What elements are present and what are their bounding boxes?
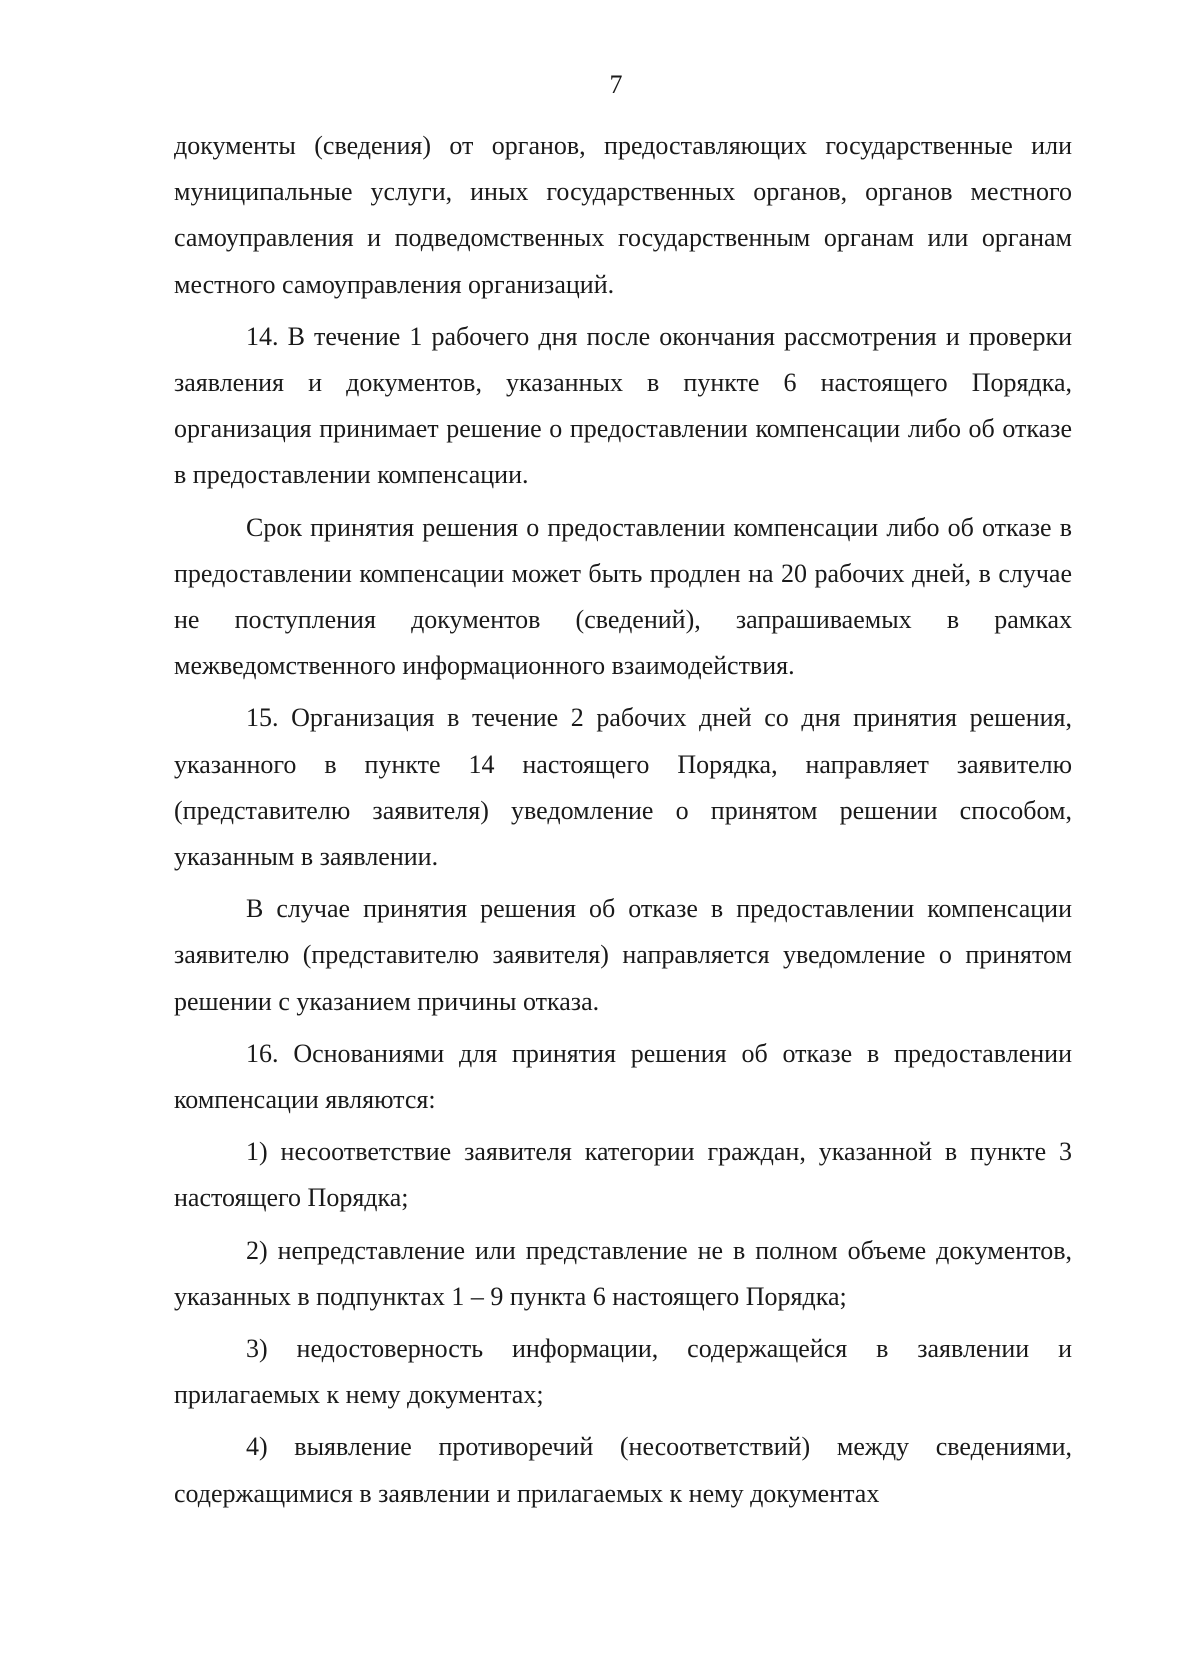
paragraph-1: документы (сведения) от органов, предоставляющих государственные или муниципальные услуги, иных государственных органов, органов местного самоуправления и подведомственных государственным органам или органам местного самоуправления организаций. [174,131,1072,299]
paragraph-15: 15. Организация в течение 2 рабочих дней со дня принятия решения, указанного в пункте 14 настоящего Порядка, направляет заявителю (представителю заявителя) уведомление о принятом решении способом, указанным в заявлении. [174,703,1072,872]
paragraph-14: 14. В течение 1 рабочего дня после окончания рассмотрения и проверки заявления и документов, указанных в пункте 6 настоящего Порядка, организация принимает решение о предоставлении компенсации либо об отказе в предоставлении компенсации. [174,321,1072,490]
list-item-2: 2) непредставление или представление не в полном объеме документов, указанных в подпунктах 1 – 9 пункта 6 настоящего Порядка; [174,1235,1072,1311]
list-item-4: 4) выявление противоречий (несоответствий) между сведениями, содержащимися в заявлении и прилагаемых к нему документах [174,1432,1072,1508]
paragraph-14-term: Срок принятия решения о предоставлении компенсации либо об отказе в предоставлении компенсации может быть продлен на 20 рабочих дней, в случае не поступления документов (сведений), запрашиваемых в рамках межведомственного информационного взаимодействия. [174,512,1072,681]
paragraph-16: 16. Основаниями для принятия решения об отказе в предоставлении компенсации являются: [174,1038,1072,1115]
list-item-1: 1) несоответствие заявителя категории граждан, указанной в пункте 3 настоящего Порядка; [174,1137,1072,1213]
document-body [174,123,1072,1517]
page-number: 7 [609,70,623,99]
list-item-3: 3) недостоверность информации, содержащейся в заявлении и прилагаемых к нему документах; [174,1334,1072,1410]
paragraph-15-refusal: В случае принятия решения об отказе в предоставлении компенсации заявителю (представителю заявителя) направляется уведомление о принятом решении с указанием причины отказа. [174,894,1072,1016]
